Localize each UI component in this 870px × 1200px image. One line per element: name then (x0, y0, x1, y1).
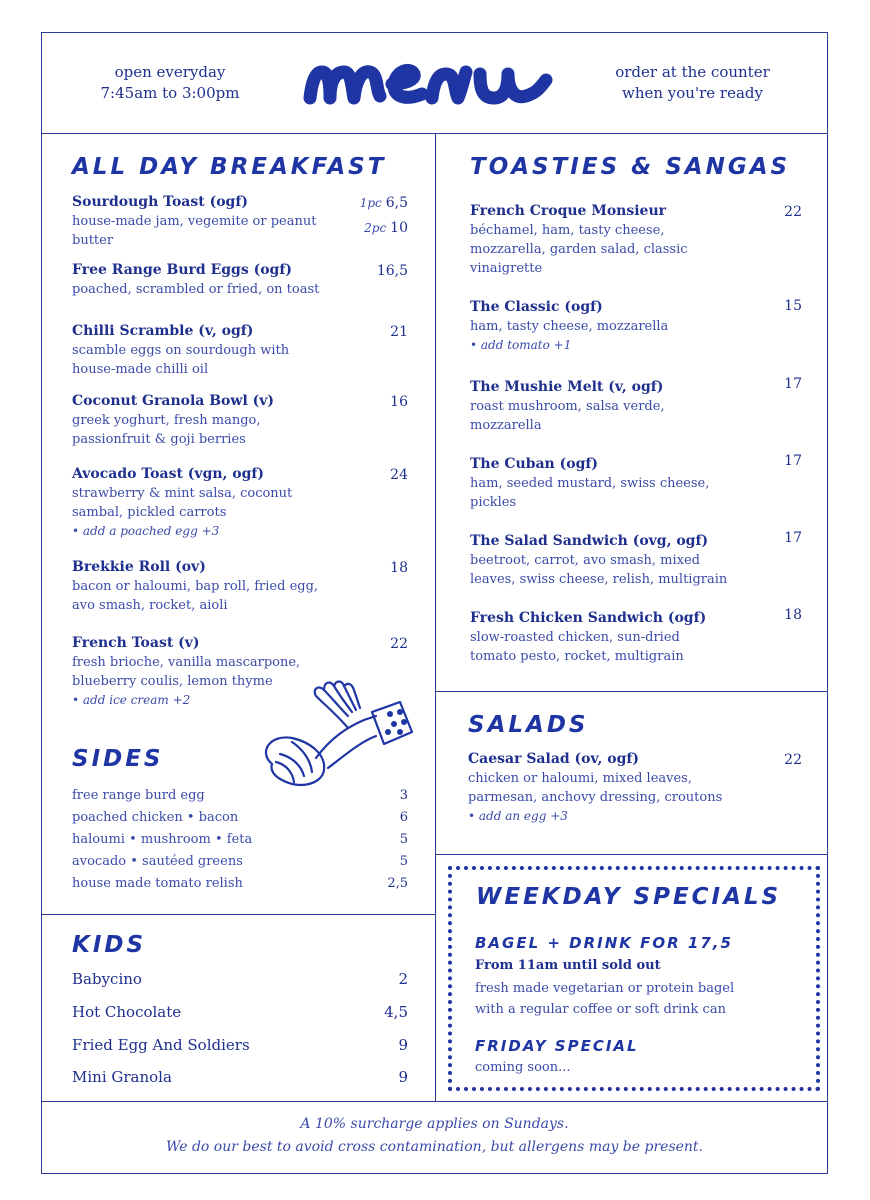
item-description: ham, seeded mustard, swiss cheese, pickles (470, 476, 710, 510)
item-price: 22 (784, 752, 802, 768)
item-price-2pc (345, 220, 408, 236)
kids-item-name: Mini Granola (72, 1068, 172, 1086)
kids-item-price: 9 (398, 1068, 408, 1086)
menu-item-brekkie-roll (72, 558, 332, 615)
menu-item-free-range-eggs (72, 261, 352, 299)
item-description: slow-roasted chicken, sun-dried tomato pesto, rocket, multigrain (470, 630, 684, 664)
salads-specials-divider (435, 854, 828, 855)
item-description: chicken or haloumi, mixed leaves, parmesan, anchovy dressing, croutons (468, 771, 723, 805)
item-name: The Mushie Melt (v, ogf) (470, 379, 664, 395)
menu-item-caesar-salad (468, 750, 738, 826)
price-value: 10 (390, 220, 408, 236)
kids-item-name: Babycino (72, 970, 142, 988)
price-value: 6,5 (385, 195, 408, 211)
side-item-name: poached chicken • bacon (72, 810, 239, 825)
item-description: ham, tasty cheese, mozzarella (470, 319, 669, 334)
kids-item-price: 4,5 (384, 1003, 408, 1021)
item-price: 18 (390, 560, 408, 576)
friday-special-heading: FRIDAY SPECIAL (475, 1037, 639, 1055)
item-price: 22 (784, 204, 802, 220)
item-name: Chilli Scramble (v, ogf) (72, 323, 254, 339)
item-name: Avocado Toast (vgn, ogf) (72, 466, 265, 482)
footer-divider (41, 1101, 828, 1102)
menu-item-croque-monsieur (470, 202, 715, 278)
side-item-price: 5 (399, 854, 408, 869)
bagel-desc-line1: fresh made vegetarian or protein bagel (475, 981, 735, 996)
item-price: 18 (784, 607, 802, 623)
kids-item-name: Hot Chocolate (72, 1003, 182, 1021)
price-qty: 2pc (364, 221, 387, 235)
side-item-name: avocado • sautéed greens (72, 854, 243, 869)
sides-heading: SIDES (72, 746, 164, 772)
bagel-deal-description (475, 978, 795, 1020)
item-price-1pc (345, 195, 408, 211)
item-addon: • add ice cream +2 (72, 693, 191, 707)
item-description: house-made jam, vegemite or peanut butter (72, 214, 317, 248)
item-name: French Toast (v) (72, 635, 200, 651)
item-price: 15 (784, 298, 802, 314)
allergen-note: We do our best to avoid cross contamination, but allergens may be present. (165, 1139, 704, 1155)
item-price: 16 (390, 394, 408, 410)
footer-notes (42, 1113, 827, 1159)
menu-item-salad-sandwich (470, 532, 735, 589)
item-name: Sourdough Toast (ogf) (72, 194, 248, 210)
menu-item-chilli-scramble (72, 322, 312, 379)
item-price: 22 (390, 636, 408, 652)
side-item-name: free range burd egg (72, 788, 205, 803)
item-price: 17 (784, 530, 802, 546)
opening-hours-line2: 7:45am to 3:00pm (100, 84, 240, 102)
item-description: strawberry & mint salsa, coconut sambal, pickled carrots (72, 486, 293, 520)
item-description: beetroot, carrot, avo smash, mixed leaves, swiss cheese, relish, multigrain (470, 553, 728, 587)
breakfast-heading: ALL DAY BREAKFAST (72, 154, 387, 180)
side-item-price: 3 (399, 788, 408, 803)
side-item-price: 6 (399, 810, 408, 825)
sides-kids-divider (41, 914, 436, 915)
item-description: béchamel, ham, tasty cheese, mozzarella, garden salad, classic vinaigrette (470, 223, 688, 276)
item-description: greek yoghurt, fresh mango, passionfruit & goji berries (72, 413, 261, 447)
item-name: The Salad Sandwich (ovg, ogf) (470, 533, 709, 549)
bagel-deal-heading: BAGEL + DRINK FOR 17,5 (475, 934, 733, 952)
bagel-desc-line2: with a regular coffee or soft drink can (475, 1002, 726, 1017)
price-qty: 1pc (359, 196, 382, 210)
order-info-line2: when you're ready (622, 84, 763, 102)
salads-heading: SALADS (468, 712, 589, 738)
item-price: 16,5 (376, 263, 408, 279)
toasties-salads-divider (435, 691, 828, 692)
surcharge-note: A 10% surcharge applies on Sundays. (300, 1116, 569, 1132)
item-description: scamble eggs on sourdough with house-made chilli oil (72, 343, 290, 377)
toasties-heading: TOASTIES & SANGAS (470, 154, 791, 180)
weekday-specials-heading: WEEKDAY SPECIALS (476, 884, 782, 910)
item-name: Caesar Salad (ov, ogf) (468, 751, 640, 767)
item-description: poached, scrambled or fried, on toast (72, 282, 320, 297)
item-addon: • add tomato +1 (470, 338, 572, 352)
item-description: fresh brioche, vanilla mascarpone, blueberry coulis, lemon thyme (72, 655, 301, 689)
kids-item-price: 9 (398, 1036, 408, 1054)
opening-hours-line1: open everyday (114, 63, 226, 81)
order-info-line1: order at the counter (615, 63, 770, 81)
item-price: 24 (390, 467, 408, 483)
item-name: Brekkie Roll (ov) (72, 559, 206, 575)
menu-item-mushie-melt (470, 378, 690, 435)
hand-salt-shaker-illustration (252, 672, 420, 800)
order-info (605, 62, 780, 104)
bagel-deal-time: From 11am until sold out (475, 958, 661, 973)
item-name: Coconut Granola Bowl (v) (72, 393, 275, 409)
friday-special-description: coming soon... (475, 1060, 571, 1075)
item-name: French Croque Monsieur (470, 203, 667, 219)
side-item-name: house made tomato relish (72, 876, 243, 891)
menu-item-chicken-sandwich (470, 609, 710, 666)
item-name: Free Range Burd Eggs (ogf) (72, 262, 292, 278)
kids-heading: KIDS (72, 932, 147, 958)
item-price: 17 (784, 453, 802, 469)
menu-item-coconut-granola (72, 392, 292, 449)
menu-item-the-cuban (470, 455, 720, 512)
item-description: roast mushroom, salsa verde, mozzarella (470, 399, 665, 433)
item-name: Fresh Chicken Sandwich (ogf) (470, 610, 707, 626)
item-addon: • add a poached egg +3 (72, 524, 220, 538)
side-item-name: haloumi • mushroom • feta (72, 832, 253, 847)
menu-title-logo (300, 50, 562, 116)
opening-hours (95, 62, 245, 104)
item-price: 17 (784, 376, 802, 392)
item-price: 21 (390, 324, 408, 340)
column-divider (435, 133, 436, 1101)
item-name: The Classic (ogf) (470, 299, 603, 315)
menu-item-sourdough-toast (72, 193, 337, 250)
item-addon: • add an egg +3 (468, 809, 568, 823)
menu-item-the-classic (470, 298, 720, 355)
side-item-price: 2,5 (387, 876, 408, 891)
kids-item-price: 2 (398, 970, 408, 988)
side-item-price: 5 (399, 832, 408, 847)
item-description: bacon or haloumi, bap roll, fried egg, avo smash, rocket, aioli (72, 579, 319, 613)
item-name: The Cuban (ogf) (470, 456, 599, 472)
kids-item-name: Fried Egg And Soldiers (72, 1036, 250, 1054)
menu-item-avocado-toast (72, 465, 327, 541)
